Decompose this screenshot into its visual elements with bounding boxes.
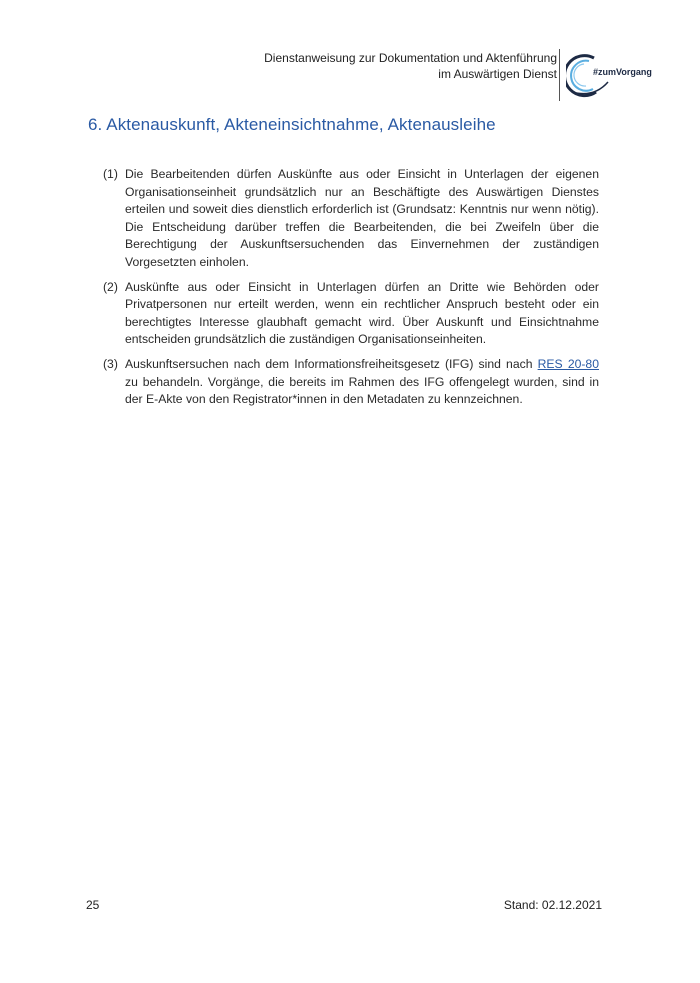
paragraph-number: (3)	[103, 356, 118, 371]
header-title-line-1: Dienstanweisung zur Dokumentation und Aktenführung	[264, 51, 557, 65]
paragraph-text: Auskünfte aus oder Einsicht in Unterlagen dürfen an Dritte wie Behörden oder Privatpersonen nur erteilt werden, wenn ein rechtlicher Anspruch besteht oder ein berechtigtes Interesse glaubhaft gemacht wird. Über Auskunft und Einsichtnahme entscheiden grundsätzlich die zuständigen Organisationseinheiten.	[125, 279, 599, 347]
header-divider	[559, 49, 560, 101]
paragraph-1	[103, 166, 599, 272]
res-20-80-link[interactable]: RES 20-80	[537, 356, 599, 371]
paragraph-3	[103, 356, 599, 409]
paragraph-text-before-link: Auskunftsersuchen nach dem Informationsfreiheitsgesetz (IFG) sind nach	[125, 356, 538, 371]
paragraph-number: (2)	[103, 279, 118, 294]
document-date: Stand: 02.12.2021	[503, 898, 602, 912]
section-title: 6. Aktenauskunft, Akteneinsichtnahme, Aktenausleihe	[88, 115, 496, 134]
paragraph-text: Die Bearbeitenden dürfen Auskünfte aus oder Einsicht in Unterlagen der eigenen Organisationseinheit grundsätzlich nur an Beschäftigte des Auswärtigen Dienstes erteilen und soweit dies dienstlich erforderlich ist (Grundsatz: Kenntnis nur wenn nötig). Die Entscheidung darüber treffen die Bearbeitenden, die bei Zweifeln über die Berechtigung der Auskunftsersuchenden das Einvernehmen der zuständigen Vorgesetzten einholen.	[125, 167, 599, 269]
paragraph-number: (1)	[103, 167, 118, 181]
header-title-line-2: im Auswärtigen Dienst	[438, 67, 557, 81]
page-number: 25	[86, 898, 100, 912]
paragraph-2	[103, 279, 599, 349]
logo-text: #zumVorgang	[593, 67, 652, 77]
paragraph-text-after-link: zu behandeln. Vorgänge, die bereits im Rahmen des IFG offengelegt wurden, sind in der E-Akte von den Registrator*innen in den Metadaten zu kennzeichnen.	[125, 374, 599, 407]
paragraph-list	[103, 166, 599, 416]
document-header	[264, 50, 557, 82]
